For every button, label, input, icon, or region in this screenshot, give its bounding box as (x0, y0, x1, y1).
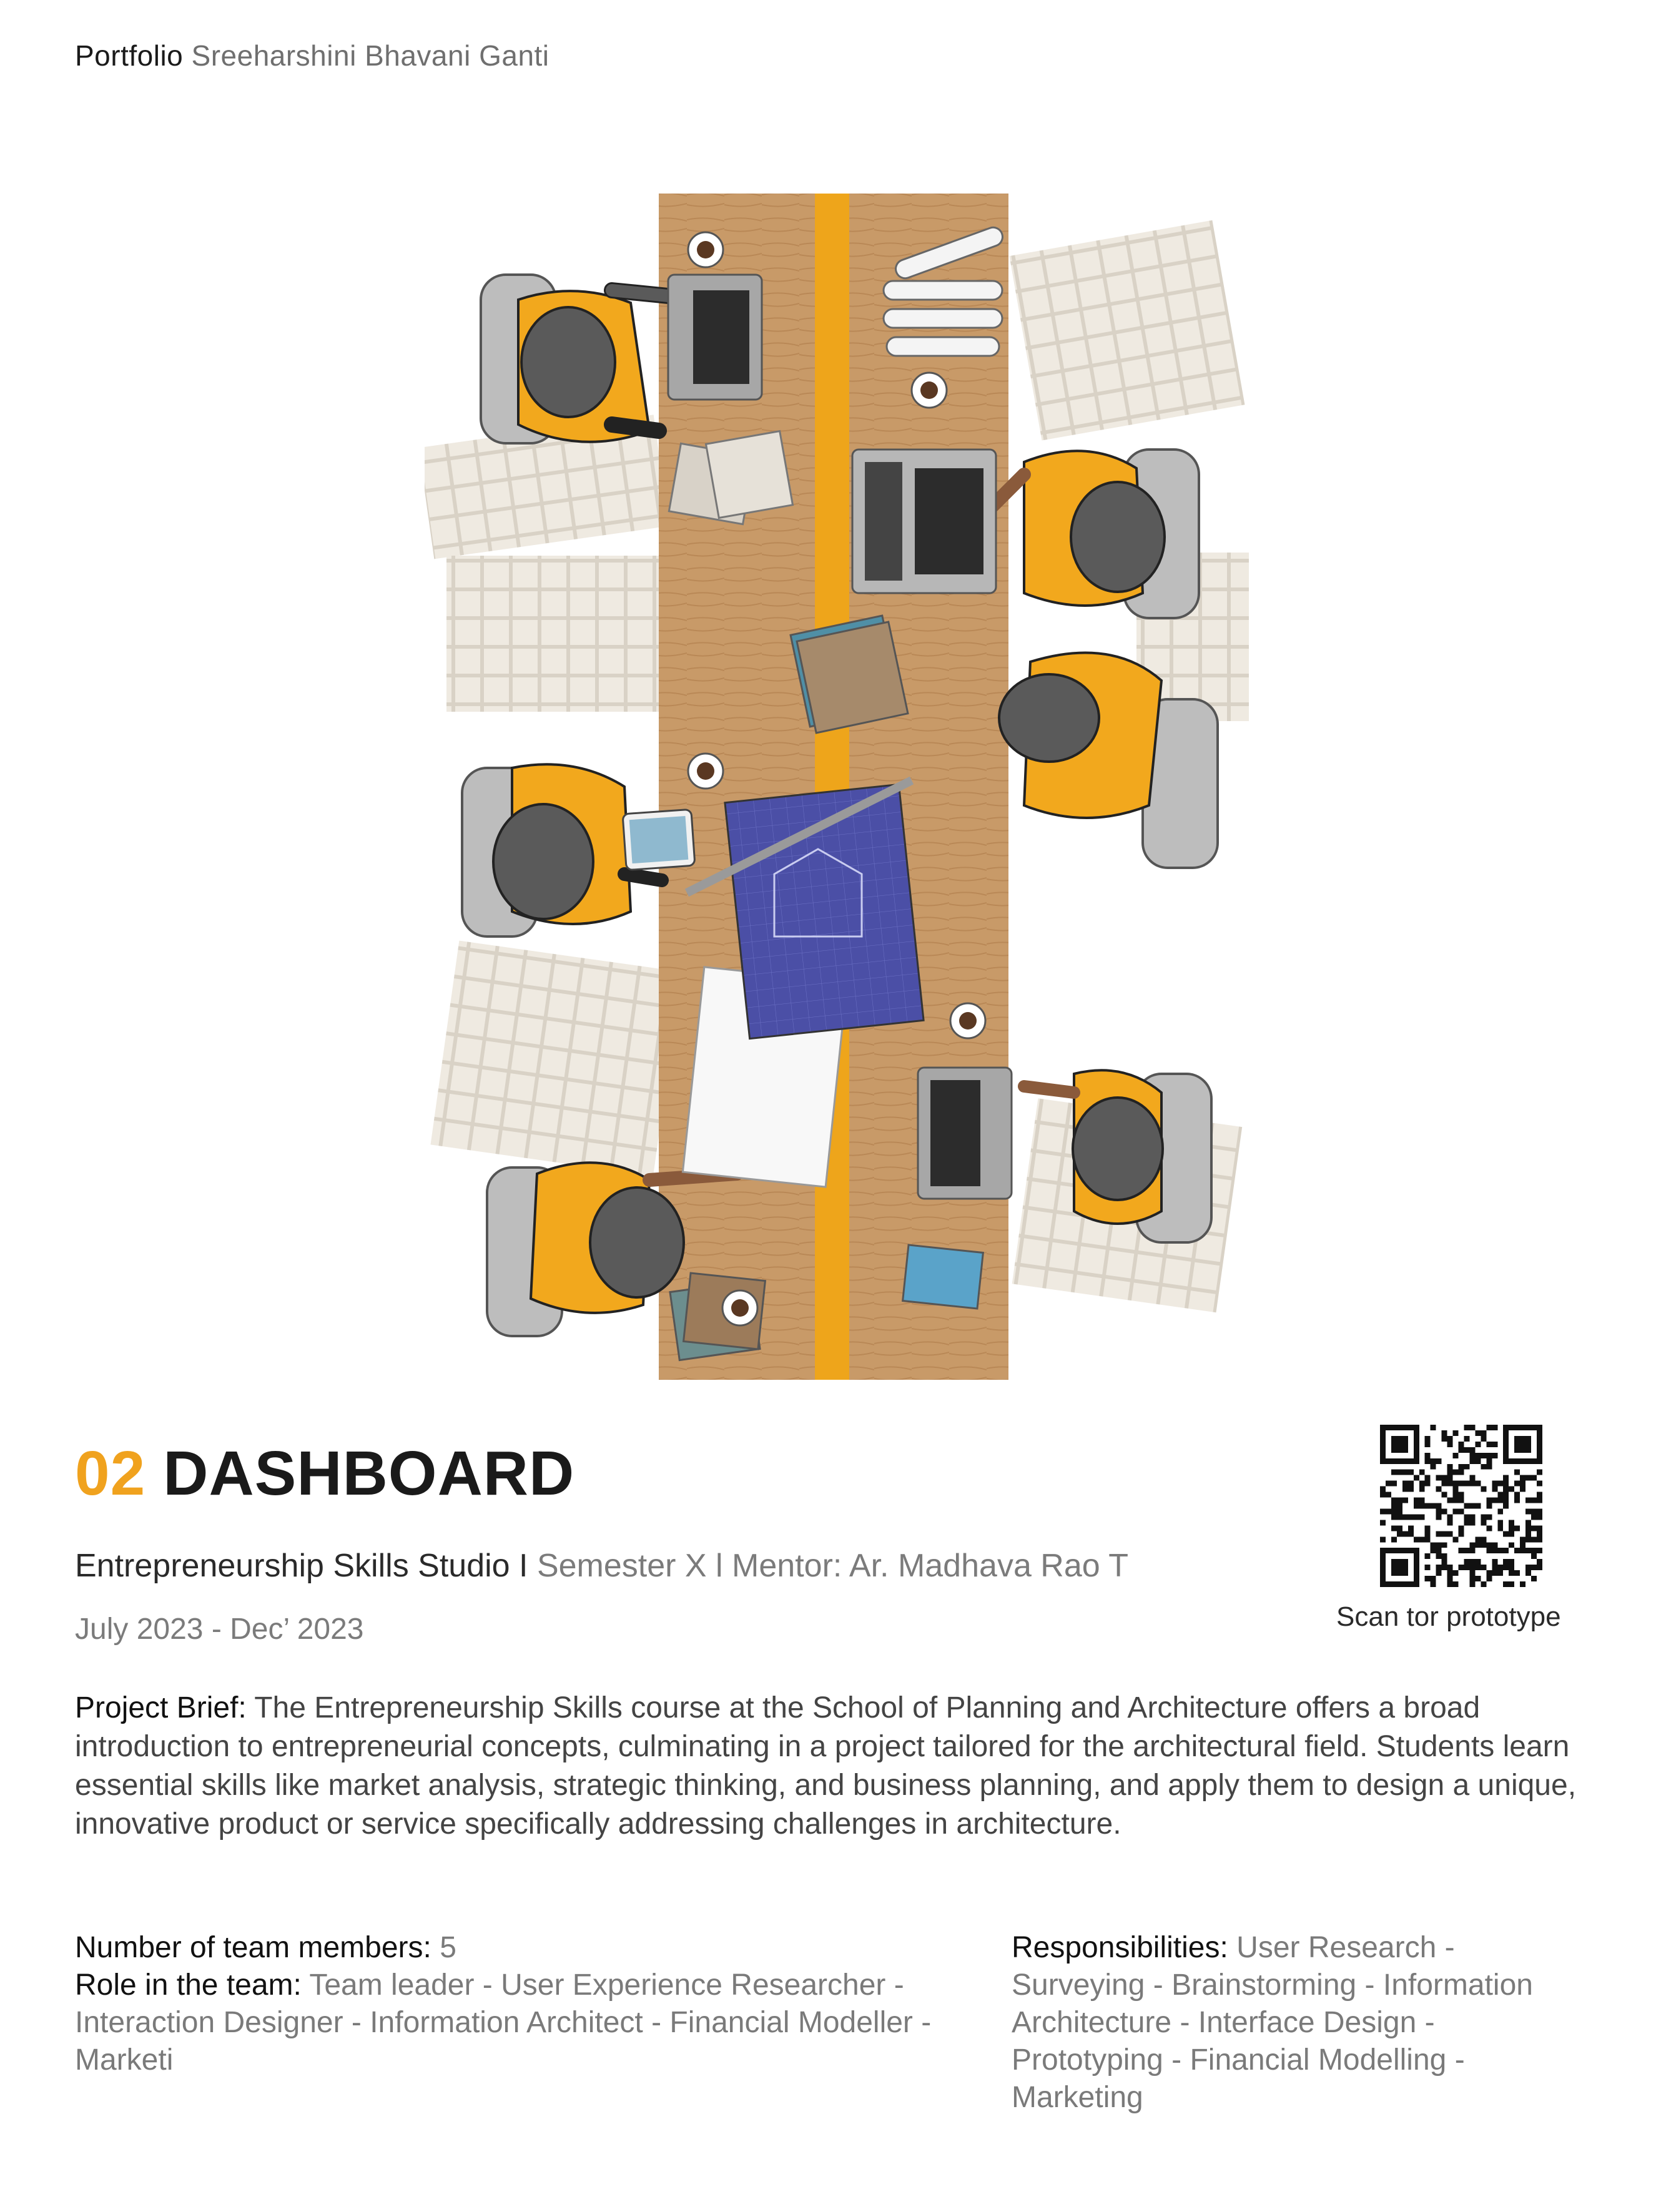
qr-code[interactable] (1380, 1425, 1542, 1587)
semester-mentor: Semester X l Mentor: Ar. Madhava Rao T (536, 1548, 1128, 1584)
portfolio-label: Portfolio (75, 39, 184, 72)
tablet (623, 809, 695, 870)
responsibilities-label: Responsibilities: (1012, 1931, 1228, 1964)
portfolio-header (75, 39, 550, 72)
course-name: Entrepreneurship Skills Studio I (75, 1548, 528, 1584)
team-role-label: Role in the team: (75, 1969, 302, 2002)
person-top-left (481, 275, 674, 443)
project-title (75, 1438, 575, 1508)
owner-name: Sreeharshini Bhavani Ganti (191, 39, 550, 72)
project-dates: July 2023 - Dec’ 2023 (75, 1613, 364, 1646)
project-subtitle (75, 1547, 1128, 1585)
laptop-top-right (852, 450, 996, 593)
studio-table-illustration (425, 187, 1249, 1392)
team-members-row (75, 1929, 962, 1967)
qr-caption: Scan tor prototype (1336, 1601, 1561, 1632)
team-role-value: Team leader - User Experience Researcher - Interaction Designer - Information Architect - Financial Modeller - Marketi (75, 1969, 932, 2077)
team-role-row (75, 1967, 962, 2079)
team-members-value: 5 (440, 1931, 456, 1964)
responsibilities (1012, 1929, 1586, 2116)
project-brief (75, 1689, 1592, 1844)
laptop-top-left (668, 275, 762, 400)
project-name: DASHBOARD (163, 1438, 575, 1508)
team-members-label: Number of team members: (75, 1931, 431, 1964)
brief-label: Project Brief: (75, 1691, 247, 1724)
brief-text: The Entrepreneurship Skills course at the School of Planning and Architecture offers a broad introduction to entrepreneurial concepts, culminating in a project tailored for the architectural field. Students learn essential skills like market analysis, strategic thinking, and business planning, and apply them to design a unique, innovative product or service specifically addressing challenges in architecture. (75, 1691, 1577, 1841)
person-top-right (987, 450, 1199, 618)
team-info (75, 1929, 962, 2079)
responsibilities-value: User Research - Surveying - Brainstorming - Information Architecture - Interface Design - Prototyping - Financial Modelling - Marketing (1012, 1931, 1533, 2114)
project-number: 02 (75, 1438, 146, 1508)
laptop-bottom-right (918, 1068, 1012, 1199)
